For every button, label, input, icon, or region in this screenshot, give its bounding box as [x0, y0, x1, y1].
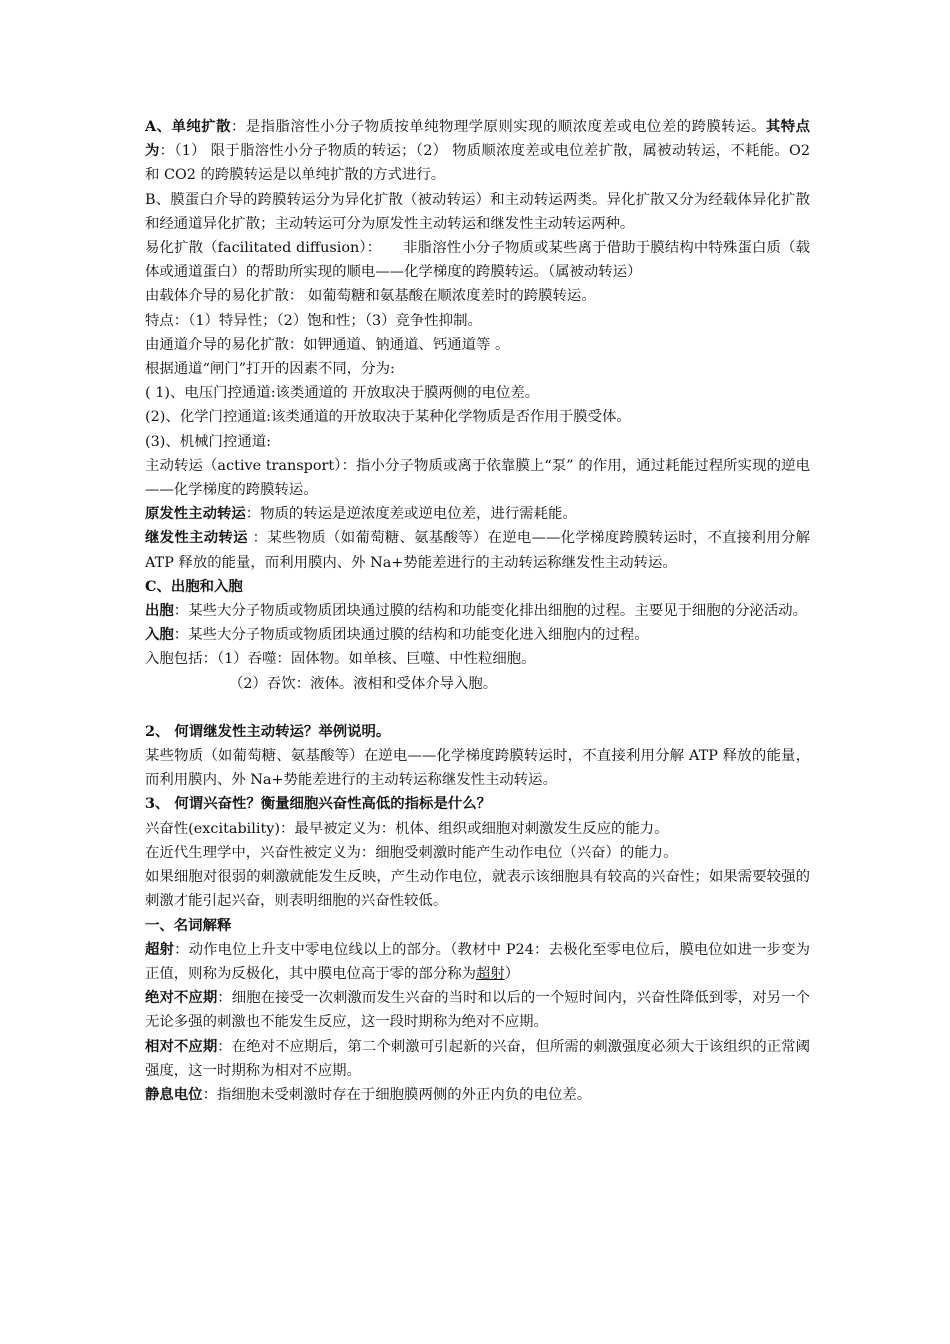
para-carrier: 由载体介导的易化扩散： 如葡萄糖和氨基酸在顺浓度差时的跨膜转运。	[145, 288, 596, 305]
blank-line	[145, 696, 810, 720]
label-endocytosis: 入胞	[145, 626, 174, 644]
para-relative-refractory: 相对不应期：在绝对不应期后，第二个刺激可引起新的兴奋，但所需的刺激强度必须大于该组织的正常阈强度，这一时期称为相对不应期。	[145, 1037, 810, 1079]
para-excitability-measure: 如果细胞对很弱的刺激就能发生反映，产生动作电位，就表示该细胞具有较高的兴奋性；如果需要较强的刺激才能引起兴奋，则表明细胞的兴奋性较低。	[145, 869, 810, 910]
label-primary-active: 原发性主动转运	[145, 505, 246, 523]
para-gate-chemical: (2)、化学门控通道:该类通道的开放取决于某种化学物质是否作用于膜受体。	[145, 409, 631, 426]
para-excitability-def1: 兴奋性(excitability)：最早被定义为：机体、组织或细胞对刺激发生反应的能力。	[145, 820, 669, 837]
para-secondary-active: 继发性主动转运 ：某些物质（如葡萄糖、氨基酸等）在逆电——化学梯度跨膜转运时，不直接利用分解 ATP 释放的能量，而利用膜内、外 Na+势能差进行的主动转运称继发性主动转运。	[145, 529, 810, 571]
para-overshoot: 超射：动作电位上升支中零电位线以上的部分。（教材中 P24：去极化至零电位后，膜电位如进一步变为正值，则称为反极化，其中膜电位高于零的部分称为超射）	[145, 940, 810, 982]
para-endocytosis: 入胞：某些大分子物质或物质团块通过膜的结构和功能变化进入细胞内的过程。	[145, 626, 649, 644]
label-resting-potential: 静息电位	[145, 1085, 203, 1103]
para-gate-intro: 根据通道“闸门”打开的因素不同，分为:	[145, 361, 395, 378]
para-facilitated: 易化扩散（facilitated diffusion）： 非脂溶性小分子物质或某些离于借助于膜结构中特殊蛋白质（载体或通道蛋白）的帮助所实现的顺电——化学梯度的跨膜转运。（属被动转运）	[145, 240, 810, 281]
label-relative-refractory: 相对不应期	[145, 1037, 218, 1055]
para-simple-diffusion: A、单纯扩散：是指脂溶性小分子物质按单纯物理学原则实现的顺浓度差或电位差的跨膜转运。其特点为：（1） 限于脂溶性小分子物质的转运；（2） 物质顺浓度差或电位差扩散，属被动转运，不耗能。O2 和 CO2 的跨膜转运是以单纯扩散的方式进行。	[145, 118, 810, 184]
para-gate-mechanical: (3)、机械门控通道:	[145, 433, 271, 450]
para-excitability-def2: 在近代生理学中，兴奋性被定义为：细胞受刺激时能产生动作电位（兴奋）的能力。	[145, 844, 678, 861]
para-question-2-answer: 某些物质（如葡萄糖、氨基酸等）在逆电——化学梯度跨膜转运时，不直接利用分解 ATP 释放的能量，而利用膜内、外 Na+势能差进行的主动转运称继发性主动转运。	[145, 748, 810, 789]
label-overshoot: 超射	[145, 940, 175, 958]
para-endocytosis-includes: 入胞包括：（1）吞噬：固体物。如单核、巨噬、中性粒细胞。	[145, 651, 536, 668]
para-exocytosis: 出胞：某些大分子物质或物质团块通过膜的结构和功能变化排出细胞的过程。主要见于细胞的分泌活动。	[145, 602, 807, 620]
para-carrier-features: 特点：（1）特异性；（2）饱和性；（3）竞争性抑制。	[145, 312, 482, 329]
label-secondary-active: 继发性主动转运	[145, 529, 248, 547]
heading-question-2: 2、 何谓继发性主动转运？举例说明。	[145, 722, 391, 740]
document-page	[145, 115, 810, 1107]
para-absolute-refractory: 绝对不应期：细胞在接受一次刺激而发生兴奋的当时和以后的一个短时间内，兴奋性降低到零，对另一个无论多强的刺激也不能发生反应，这一段时期称为绝对不应期。	[145, 989, 810, 1031]
label-exocytosis: 出胞	[145, 602, 174, 620]
para-membrane-protein: B、膜蛋白介导的跨膜转运分为异化扩散（被动转运）和主动转运两类。异化扩散又分为经载体异化扩散和经通道异化扩散；主动转运可分为原发性主动转运和继发性主动转运两种。	[145, 191, 810, 232]
para-primary-active: 原发性主动转运：物质的转运是逆浓度差或逆电位差，进行需耗能。	[145, 505, 577, 523]
overshoot-underlined: 超射	[476, 965, 505, 982]
para-channel: 由通道介导的易化扩散：如钾通道、钠通道、钙通道等 。	[145, 336, 510, 353]
para-active-transport: 主动转运（active transport）：指小分子物质或离于依靠膜上“泵” 的作用，通过耗能过程所实现的逆电——化学梯度的跨膜转运。	[145, 457, 810, 499]
heading-question-3: 3、 何谓兴奋性？衡量细胞兴奋性高低的指标是什么？	[145, 795, 492, 813]
label-absolute-refractory: 绝对不应期	[145, 989, 218, 1007]
para-endocytosis-pinocytosis: （2）吞饮：液体。液相和受体介导入胞。	[229, 675, 498, 692]
heading-terms: 一、名词解释	[145, 916, 232, 934]
heading-exo-endo: C、出胞和入胞	[145, 577, 243, 595]
label-features: 其特点为	[145, 118, 810, 160]
para-resting-potential: 静息电位：指细胞未受刺激时存在于细胞膜两侧的外正内负的电位差。	[145, 1085, 592, 1103]
para-gate-voltage: ( 1)、电压门控通道:该类通道的 开放取决于膜两侧的电位差。	[145, 385, 540, 402]
heading-simple-diffusion: A、单纯扩散	[145, 118, 231, 135]
